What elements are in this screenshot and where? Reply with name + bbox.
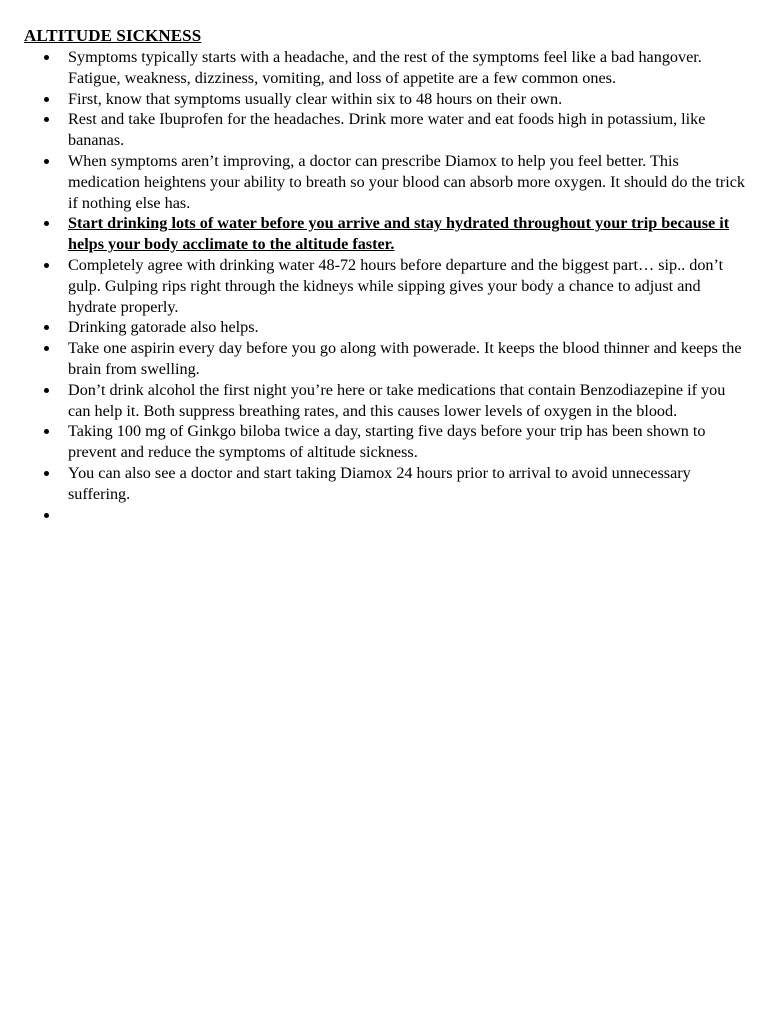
list-item (0, 109, 768, 151)
bullet-dot-icon (44, 55, 49, 60)
list-item (0, 338, 768, 380)
list-item (0, 505, 768, 526)
bullet-dot-icon (44, 429, 49, 434)
list-item-text: Taking 100 mg of Ginkgo biloba twice a day, starting five days before your trip has been shown to prevent and reduce the symptoms of altitude sickness. (68, 422, 706, 462)
list-item (0, 47, 768, 89)
list-item-text: You can also see a doctor and start taking Diamox 24 hours prior to arrival to avoid unnecessary suffering. (68, 463, 691, 503)
list-item (0, 151, 768, 213)
bullet-dot-icon (44, 221, 49, 226)
list-item (0, 89, 768, 110)
list-item-text: Take one aspirin every day before you go along with powerade. It keeps the blood thinner and keeps the brain from swelling. (68, 339, 742, 378)
bullet-dot-icon (44, 97, 49, 102)
bullet-dot-icon (44, 513, 49, 518)
list-item-text: Symptoms typically starts with a headache, and the rest of the symptoms feel like a bad hangover. Fatigue, weakness, dizziness, vomiting, and loss of appetite are a few common ones. (68, 48, 702, 87)
bullet-dot-icon (44, 159, 49, 164)
bullet-dot-icon (44, 346, 49, 351)
list-item-text: Don’t drink alcohol the first night you’re here or take medications that contain Benzodiazepine if you can help it. Both suppress breathing rates, and this causes lower levels of oxygen in the blood. (68, 380, 726, 420)
list-item (0, 421, 768, 463)
list-item-text: Start drinking lots of water before you arrive and stay hydrated throughout your trip because it helps your body acclimate to the altitude faster. (68, 214, 730, 254)
list-item-text: Drinking gatorade also helps. (68, 318, 259, 337)
list-item (0, 255, 768, 317)
document-title: ALTITUDE SICKNESS (24, 26, 202, 45)
list-item-text: Completely agree with drinking water 48-72 hours before departure and the biggest part… sip.. don’t gulp. Gulping rips right through the kidneys while sipping gives your body a chance to adjust and hydrate properly. (68, 255, 724, 316)
list-item (0, 463, 768, 505)
list-item-text: First, know that symptoms usually clear within six to 48 hours on their own. (68, 89, 563, 108)
list-item (0, 213, 768, 255)
bullet-dot-icon (44, 325, 49, 330)
bullet-dot-icon (44, 263, 49, 268)
bullet-dot-icon (44, 388, 49, 393)
bullet-dot-icon (44, 471, 49, 476)
list-item-text: When symptoms aren’t improving, a doctor can prescribe Diamox to help you feel better. This medication heightens your ability to breath so your blood can absorb more oxygen. It should do the trick if nothing else has. (68, 151, 746, 212)
list-item (0, 317, 768, 338)
bullet-dot-icon (44, 117, 49, 122)
bullet-list (0, 47, 768, 525)
list-item-text: Rest and take Ibuprofen for the headaches. Drink more water and eat foods high in potassium, like bananas. (68, 110, 706, 150)
list-item (0, 380, 768, 422)
